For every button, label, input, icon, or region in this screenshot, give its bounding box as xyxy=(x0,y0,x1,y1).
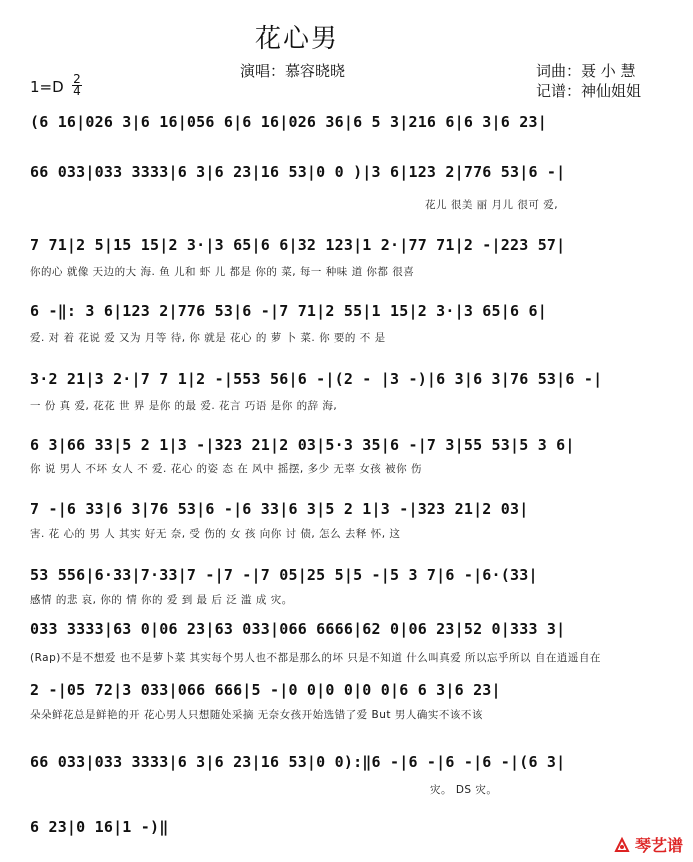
lyric-line-5: 一 份 真 爱, 花花 世 界 是你 的最 爱. 花言 巧语 是你 的辞 海, xyxy=(30,400,338,412)
score-line-7: 7 -|6 33|6 3|76 53|6 -|6 33|6 3|5 2 1|3 -|323 21|2 03| xyxy=(30,500,529,518)
lyric-line-6: 你 说 男人 不坏 女人 不 爱. 花心 的姿 态 在 风中 摇摆, 多少 无辜 女孩 被你 伤 xyxy=(30,463,422,475)
lyric-line-2: 花儿 很美 丽 月儿 很可 爱, xyxy=(425,199,559,211)
score-line-3: 7 71|2 5|15 15|2 3·|3 65|6 6|32 123|1 2·|77 71|2 -|223 57| xyxy=(30,236,566,254)
time-signature xyxy=(72,74,82,97)
score-line-9: 033 3333|63 0|06 23|63 033|066 6666|62 0|06 23|52 0|333 3| xyxy=(30,620,566,638)
score-line-5: 3·2 21|3 2·|7 7 1|2 -|553 56|6 -|(2 - |3 -)|6 3|6 3|76 53|6 -| xyxy=(30,370,603,388)
lyric-line-4: 爱. 对 着 花说 爱 又为 月等 待, 你 就是 花心 的 萝 卜 菜. 你 要的 不 是 xyxy=(30,332,386,344)
site-logo xyxy=(613,833,683,856)
score-line-11: 66 033|033 3333|6 3|6 23|16 53|0 0):‖6 -|6 -|6 -|6 -|(6 3| xyxy=(30,753,566,771)
singer-credit: 演唱：慕容晓晓 xyxy=(240,62,346,80)
lyric-line-8: 感情 的悲 哀, 你的 情 你的 爱 到 最 后 泛 滥 成 灾。 xyxy=(30,594,293,606)
lyric-line-10: 朵朵鲜花总是鲜艳的开 花心男人只想随处采摘 无奈女孩开始选错了爱 But 男人确实不该不该 xyxy=(30,709,483,721)
lyric-line-3: 你的心 就像 天边的大 海. 鱼 儿和 虾 儿 都是 你的 菜, 每一 种味 道 你都 很喜 xyxy=(30,266,415,278)
time-signature-bottom: 4 xyxy=(73,84,81,98)
score-line-4: 6 -‖: 3 6|123 2|776 53|6 -|7 71|2 55|1 15|2 3·|3 65|6 6| xyxy=(30,302,547,320)
score-line-8: 53 556|6·33|7·33|7 -|7 -|7 05|25 5|5 -|5 3 7|6 -|6·(33| xyxy=(30,566,538,584)
score-line-6: 6 3|66 33|5 2 1|3 -|323 21|2 03|5·3 35|6 -|7 3|55 53|5 3 6| xyxy=(30,436,575,454)
logo-text: 琴艺谱 xyxy=(634,836,683,855)
lyric-line-11: 灾。 DS 灾。 xyxy=(430,784,498,796)
key-signature: 1=D xyxy=(30,78,64,96)
page-title: 花心男 xyxy=(255,24,340,54)
time-signature-top: 2 xyxy=(73,72,81,86)
logo-icon xyxy=(613,836,631,854)
score-line-1: (6 16|026 3|6 16|056 6|6 16|026 36|6 5 3|216 6|6 3|6 23| xyxy=(30,113,547,131)
transcriber-credit: 记谱：神仙姐姐 xyxy=(536,82,642,100)
lyric-line-7: 害. 花 心的 男 人 其实 好无 奈, 受 伤的 女 孩 向你 讨 债, 怎么 去释 怀, 这 xyxy=(30,528,401,540)
lyric-line-9: (Rap)不是不想爱 也不是萝卜菜 其实每个男人也不都是那么的坏 只是不知道 什么叫真爱 所以忘乎所以 自在逍遥自在 xyxy=(30,652,601,664)
score-line-2: 66 033|033 3333|6 3|6 23|16 53|0 0 )|3 6|123 2|776 53|6 -| xyxy=(30,163,566,181)
score-line-10: 2 -|05 72|3 033|066 666|5 -|0 0|0 0|0 0|6 6 3|6 23| xyxy=(30,681,501,699)
composer-credit: 词曲：聂 小 慧 xyxy=(536,62,636,80)
score-line-12: 6 23|0 16|1 -)‖ xyxy=(30,818,169,836)
